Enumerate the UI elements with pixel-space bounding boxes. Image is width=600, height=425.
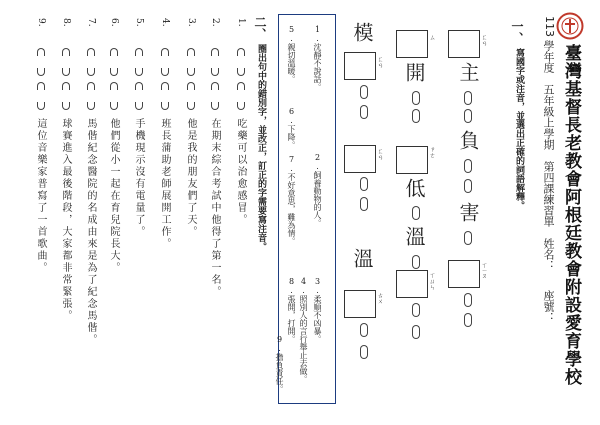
section-two-number: 二、 [253, 16, 267, 40]
school-logo-icon [556, 12, 584, 40]
paren-blank[interactable] [462, 158, 474, 174]
answer-box[interactable] [396, 30, 428, 58]
char-mo: 模 [350, 22, 374, 42]
seat-label: 座號： [542, 290, 555, 323]
correction-blank[interactable] [35, 82, 47, 110]
answer-box[interactable] [344, 290, 376, 318]
paren-blank[interactable] [462, 178, 474, 194]
section-one-instruction: 寫國字或注音，並選出正確的詞語解釋。 [514, 48, 524, 210]
definition-item: 7.不好意思，難為情。 [287, 155, 296, 245]
sentence-number: 4. [160, 18, 170, 27]
definition-item: 3.柔順不凶暴。 [313, 277, 322, 343]
paren-blank[interactable] [462, 292, 474, 308]
paren-blank[interactable] [358, 176, 370, 192]
sentence-number: 3. [186, 18, 196, 27]
school-year-code: 113 [543, 16, 556, 37]
answer-box[interactable] [396, 270, 428, 298]
definition-item: 4.照別人的言行舉止去做。 [299, 277, 308, 383]
correction-blank[interactable] [108, 48, 120, 76]
sentence-text: 在期末綜合考試中他得了第一名。 [209, 118, 220, 298]
char-fu: 負 [456, 130, 480, 150]
correction-blank[interactable] [85, 48, 97, 76]
correction-blank[interactable] [133, 48, 145, 76]
paren-blank[interactable] [410, 205, 422, 221]
sentence-text: 吃藥可以治愈感冒。 [235, 118, 246, 226]
zhuyin-label: ㄊㄨ [376, 292, 383, 304]
answer-box[interactable] [344, 52, 376, 80]
correction-blank[interactable] [108, 82, 120, 110]
correction-blank[interactable] [159, 82, 171, 110]
paren-blank[interactable] [358, 84, 370, 100]
definition-item: 1.沈靜不說話。 [313, 25, 322, 91]
sentence-number: 1. [236, 18, 246, 27]
paren-blank[interactable] [410, 302, 422, 318]
paren-blank[interactable] [462, 108, 474, 124]
correction-blank[interactable] [60, 82, 72, 110]
paren-blank[interactable] [358, 344, 370, 360]
definitions-box [275, 14, 336, 404]
sentence-text: 班長蒲助老師展開工作。 [159, 118, 170, 250]
school-name: 臺灣基督長老教會阿根廷教會附設愛育學校 [561, 44, 581, 386]
char-di: 低 [402, 178, 426, 198]
zhuyin-label: ㄈㄢ [376, 56, 383, 68]
zhuyin-label: ㄈㄢ [480, 34, 487, 46]
paren-blank[interactable] [462, 90, 474, 106]
paren-blank[interactable] [358, 104, 370, 120]
sentence-number: 9. [36, 18, 46, 27]
answer-box[interactable] [448, 260, 480, 288]
correction-blank[interactable] [185, 82, 197, 110]
zhuyin-label: ㄗㄜ [428, 146, 435, 158]
sentence-number: 7. [86, 18, 96, 27]
correction-blank[interactable] [159, 48, 171, 76]
correction-blank[interactable] [85, 82, 97, 110]
char-wen: 溫 [402, 226, 426, 246]
correction-blank[interactable] [209, 82, 221, 110]
sentence-number: 5. [134, 18, 144, 27]
sentence-text: 馬偕紀念醫院的名成由來是為了紀念馬偕。 [85, 118, 96, 346]
paren-blank[interactable] [410, 90, 422, 106]
paren-blank[interactable] [462, 230, 474, 246]
sentence-text: 他是我的朋友們了天。 [185, 118, 196, 238]
grade-info: 學年度 五年級上學期 第四課練習單 姓名： [542, 40, 555, 271]
zhuyin-label: ㄒㄩㄣ [428, 272, 435, 290]
paren-blank[interactable] [410, 108, 422, 124]
paren-blank[interactable] [462, 312, 474, 328]
answer-box[interactable] [396, 146, 428, 174]
correction-blank[interactable] [235, 48, 247, 76]
sentence-number: 6. [109, 18, 119, 27]
char-kai: 開 [402, 62, 426, 82]
char-hai: 害 [456, 202, 480, 222]
sentence-text: 這位音樂家普寫了一首歌曲。 [35, 118, 46, 274]
answer-box[interactable] [448, 30, 480, 58]
section-one-number: 一、 [510, 20, 524, 44]
zhuyin-label: ㄙ [428, 34, 435, 40]
sentence-number: 2. [210, 18, 220, 27]
zhuyin-label: ㄈㄢ [376, 148, 383, 160]
sentence-text: 他們從小一起在育兒院長大。 [108, 118, 119, 274]
paren-blank[interactable] [358, 322, 370, 338]
char-wen-2: 溫 [350, 248, 374, 268]
section-two-instruction: 圈出句中的錯別字，並改正，訂正的字需要寫注音。 [256, 44, 266, 251]
sentence-text: 手機現示沒有電量了。 [133, 118, 144, 238]
paren-blank[interactable] [410, 254, 422, 270]
definition-item: 2.飼養動物的人。 [313, 153, 322, 227]
char-zhu: 主 [456, 62, 480, 82]
correction-blank[interactable] [209, 48, 221, 76]
sentence-number: 8. [61, 18, 71, 27]
correction-blank[interactable] [35, 48, 47, 76]
sentence-text: 球賽進入最後階段，大家都非常緊張。 [60, 118, 71, 322]
paren-blank[interactable] [410, 324, 422, 340]
definition-item: 6.下降。 [287, 107, 296, 149]
correction-blank[interactable] [185, 48, 197, 76]
definition-item: 8.張開，打開。 [287, 277, 296, 343]
correction-blank[interactable] [60, 48, 72, 76]
answer-box[interactable] [344, 145, 376, 173]
definition-item: 5.親切溫暖。 [287, 25, 296, 83]
paren-blank[interactable] [358, 196, 370, 212]
definition-item: 9.擔負責任。 [275, 335, 284, 393]
correction-blank[interactable] [133, 82, 145, 110]
correction-blank[interactable] [235, 82, 247, 110]
zhuyin-label: ㄒㄧㄡ [480, 262, 487, 279]
